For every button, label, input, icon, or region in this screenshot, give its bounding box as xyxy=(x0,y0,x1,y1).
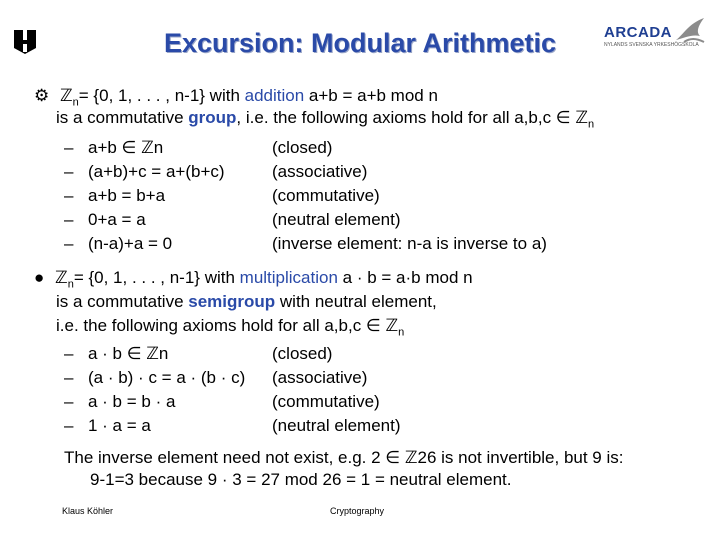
dash-icon: – xyxy=(64,392,74,411)
axiom-note: (commutative) xyxy=(272,392,380,411)
bullet-dot-icon: ● xyxy=(34,268,45,287)
axiom-formula: a+b ∈ ℤn xyxy=(88,138,164,157)
axiom-formula: a · b ∈ ℤn xyxy=(88,344,169,363)
dash-icon: – xyxy=(64,344,74,363)
bullet2-line1 xyxy=(34,268,473,294)
dash-icon: – xyxy=(64,138,74,157)
axiom-formula: (a+b)+c = a+(b+c) xyxy=(88,162,225,181)
set-symbol-icon: ℤ$_n$ xyxy=(55,268,74,291)
set-definition: = {0, 1, . . . , n-1} with xyxy=(73,268,240,287)
axiom-formula: (a · b) · c = a · (b · c) xyxy=(88,368,246,387)
logo-text: ARCADA xyxy=(604,24,672,41)
dash-icon: – xyxy=(64,162,74,181)
addition-definition: a+b = a+b mod n xyxy=(304,86,438,105)
axiom-note: (associative) xyxy=(272,368,368,387)
dash-icon: – xyxy=(64,186,74,205)
inverse-note-line2: 9-1=3 because 9 · 3 = 27 mod 26 = 1 = neutral element. xyxy=(90,470,512,489)
bullet-icon: ⚙ xyxy=(34,86,50,105)
footer-author: Klaus Köhler xyxy=(62,506,114,516)
group-term: group xyxy=(188,108,237,127)
page-title: Excursion: Modular Arithmetic xyxy=(163,28,557,58)
axiom-note: (neutral element) xyxy=(272,416,401,435)
arcada-logo xyxy=(604,16,708,52)
dash-icon: – xyxy=(64,416,74,435)
axiom-note: (closed) xyxy=(272,138,333,157)
set-definition: = {0, 1, . . . , n-1} with xyxy=(78,86,245,105)
axiom-note: (associative) xyxy=(272,162,368,181)
addition-term: addition xyxy=(244,86,305,105)
set-symbol-icon: ℤ$_n$ xyxy=(385,316,405,339)
dash-icon: – xyxy=(64,368,74,387)
dash-icon: – xyxy=(64,234,74,253)
set-symbol-icon: ℤ$_n$ xyxy=(575,108,595,131)
logo-subtext: NYLANDS SVENSKA YRKESHÖGSKOLA xyxy=(604,42,699,48)
axiom-formula: a · b = b · a xyxy=(88,392,176,411)
multiplication-term: multiplication xyxy=(239,268,338,287)
footer-course: Cryptography xyxy=(330,506,385,516)
dash-icon: – xyxy=(64,210,74,229)
semigroup-term: semigroup xyxy=(188,292,276,311)
axiom-formula: 0+a = a xyxy=(88,210,146,229)
axiom-note: (closed) xyxy=(272,344,333,363)
axiom-formula: (n-a)+a = 0 xyxy=(88,234,173,253)
multiplication-definition: a · b = a·b mod n xyxy=(337,268,473,287)
bullet2-line3: i.e. the following axioms hold for all a,b,c ∈ ℤ$_n$ xyxy=(56,316,405,339)
bird-icon xyxy=(674,16,708,50)
axiom-note: (commutative) xyxy=(272,186,380,205)
axiom-note: (inverse element: n-a is inverse to a) xyxy=(272,234,547,253)
bullet2-line2: is a commutative semigroup with neutral element, xyxy=(56,292,437,311)
axiom-formula: 1 · a = a xyxy=(88,416,151,435)
axiom-formula: a+b = b+a xyxy=(88,186,166,205)
inverse-note-line1: The inverse element need not exist, e.g. 2 ∈ ℤ26 is not invertible, but 9 is: xyxy=(64,448,624,467)
bullet1-line2: is a commutative group, i.e. the following axioms hold for all a,b,c ∈ ℤ$_n$ xyxy=(56,108,595,131)
set-symbol-icon: ℤ$_n$ xyxy=(59,86,79,109)
axiom-note: (neutral element) xyxy=(272,210,401,229)
